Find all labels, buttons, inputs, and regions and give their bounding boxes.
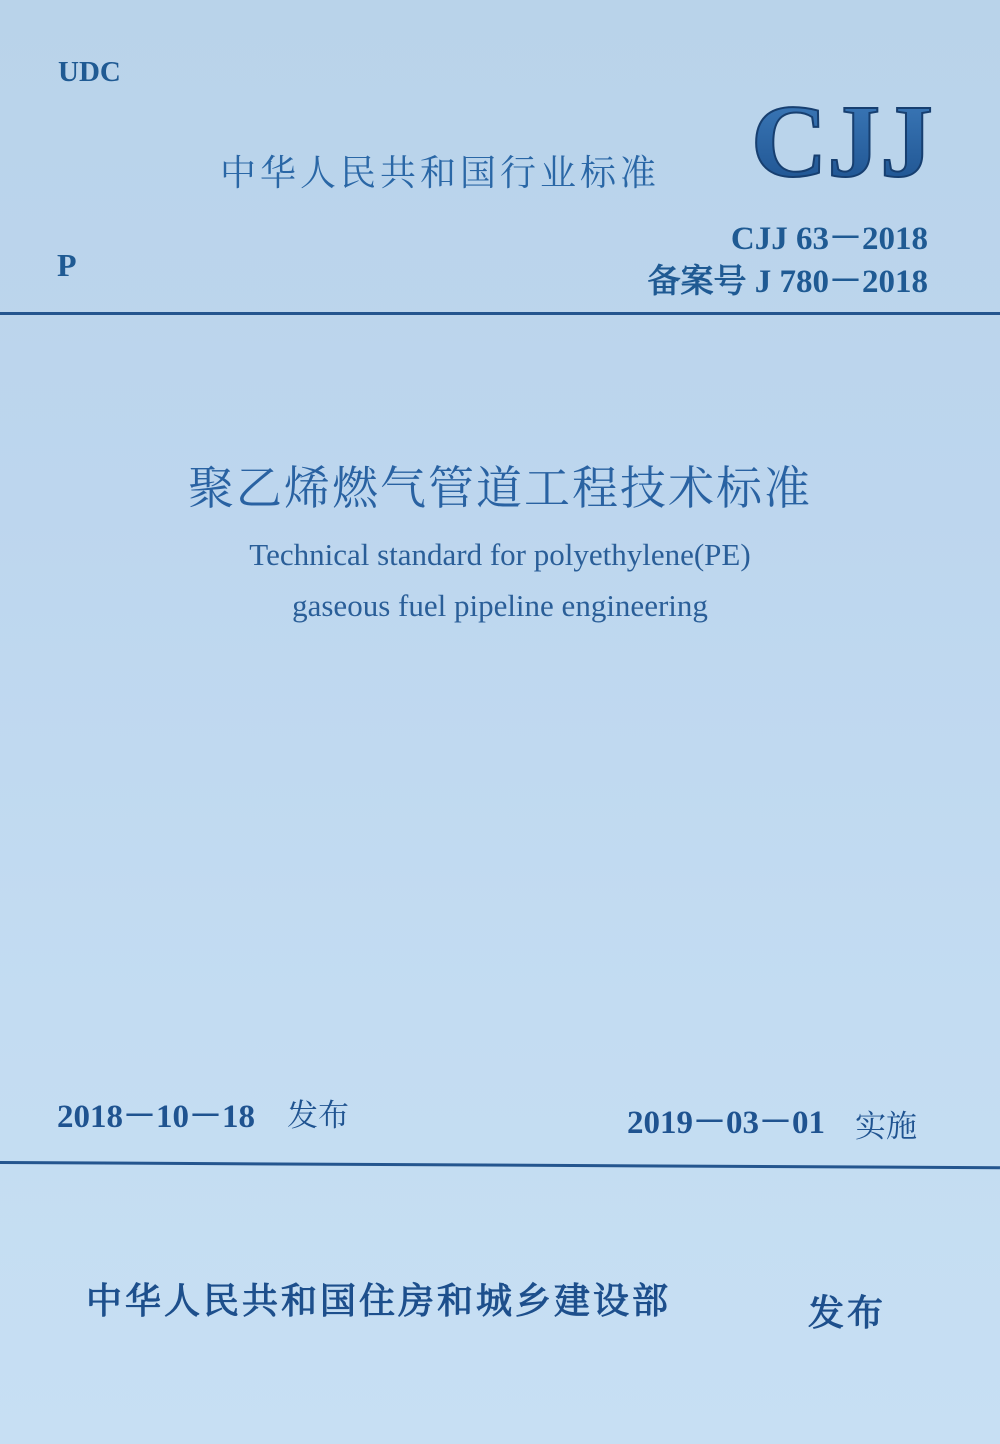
publisher-label: 发布 bbox=[808, 1293, 887, 1334]
classification-letter: P bbox=[57, 247, 77, 283]
top-divider bbox=[0, 312, 1000, 315]
english-title-line-1: Technical standard for polyethylene(PE) bbox=[249, 537, 751, 572]
release-date: 2018－10－18 bbox=[57, 1099, 255, 1135]
udc-label: UDC bbox=[58, 56, 121, 88]
publisher-name: 中华人民共和国住房和城乡建设部 bbox=[86, 1281, 672, 1322]
effective-label: 实施 bbox=[855, 1109, 917, 1145]
record-number: 备案号 J 780－2018 bbox=[647, 264, 928, 300]
english-title-line-2: gaseous fuel pipeline engineering bbox=[292, 588, 708, 623]
standard-number: CJJ 63－2018 bbox=[730, 221, 928, 257]
industry-standard-heading: 中华人民共和国行业标准 bbox=[220, 153, 661, 194]
release-label: 发布 bbox=[287, 1098, 349, 1134]
bottom-divider bbox=[0, 1161, 1000, 1169]
svg-text:CJJ: CJJ bbox=[751, 88, 933, 188]
chinese-title: 聚乙烯燃气管道工程技术标准 bbox=[188, 461, 812, 515]
effective-date: 2019－03－01 bbox=[627, 1105, 825, 1141]
cjj-logo bbox=[748, 88, 936, 188]
